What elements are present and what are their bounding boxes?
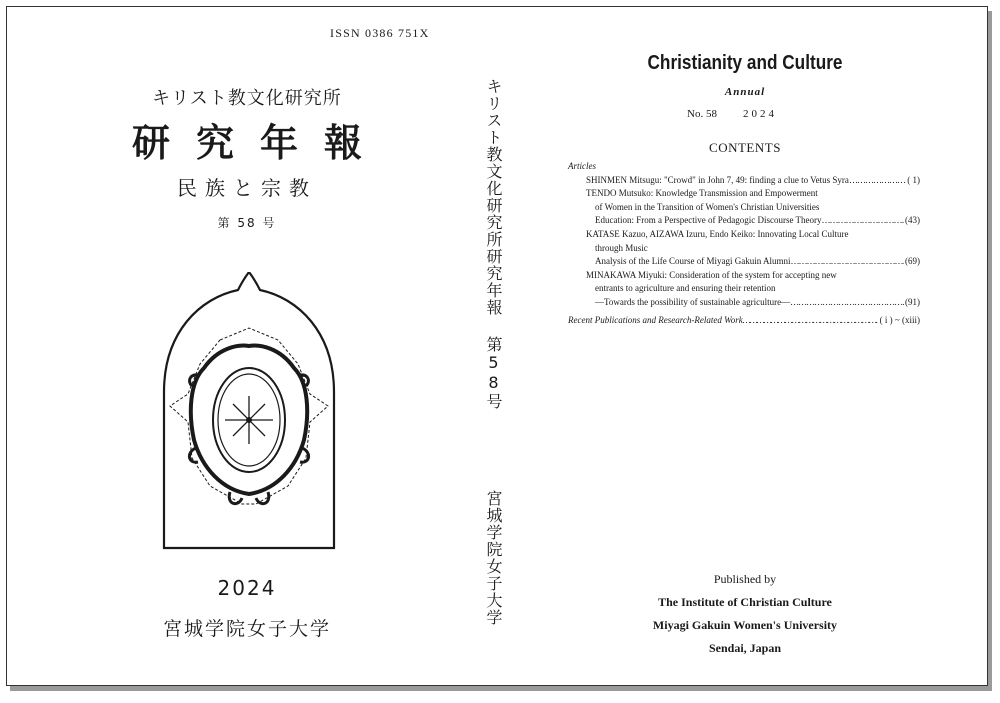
journal-title-en: Christianity and Culture bbox=[647, 52, 843, 74]
issue-number-jp: 第 58 号 bbox=[217, 216, 277, 230]
spine-title: キリスト教文化研究所研究年報 第58号 bbox=[484, 78, 503, 410]
issue-number-en bbox=[687, 108, 777, 120]
annual-label: Annual bbox=[724, 86, 766, 98]
journal-subtitle-jp: 民族と宗教 bbox=[177, 176, 317, 200]
published-by-label: Published by bbox=[713, 572, 777, 586]
table-of-contents: Articles SHINMEN Mitsugu: "Crowd" in John 7, 49: finding a clue to Vetus Syra …………………………………………………………………………………………………………………………… ( 1) TENDO Mutsuko: Knowledge Transmission and Empowerment of Women in the Transition of Women's Christian Universities Education: From a Perspective of Pedagogic Discourse Theory …………………………………………………………………………………………………………………………… (43) KATASE Kazuo, AIZAWA Izuru, Endo Keiko: Innovating Local Culture through Music Analysis of the Life Course of Miyagi Gakuin Alumni …………………………………………………………………………………………………………………………… (69) MINAKAWA Miyuki: Consideration of the system for accepting new entrants to agriculture and ensuring their retention ―Towards the possibility of sustainable agriculture― …………………………………………………………………………………………………………………………… (91) Recent Publications and Research-Related Work …………………………………………………………………………………………………………………………… ( i ) ~ (xiii) bbox=[568, 160, 920, 327]
journal-title-jp: 研究年報 bbox=[131, 121, 388, 165]
issue-year: 2024 bbox=[742, 108, 777, 120]
toc-entry-1 bbox=[568, 174, 920, 188]
toc-page-number: (69) bbox=[905, 256, 920, 267]
section-heading-articles: Articles bbox=[568, 161, 596, 171]
university-name-en: Miyagi Gakuin Women's University bbox=[652, 618, 838, 632]
toc-page-number: (43) bbox=[905, 215, 920, 226]
toc-entry-text: SHINMEN Mitsugu: "Crowd" in John 7, 49: finding a clue to Vetus Syra bbox=[586, 174, 849, 185]
toc-page-number: ( 1) bbox=[907, 174, 920, 185]
toc-recent-publications: Recent Publications and Research-Related Work …………………………………………………………………………………………………………………………… ( i ) ~ (xiii) bbox=[568, 314, 920, 328]
toc-entry-3: KATASE Kazuo, AIZAWA Izuru, Endo Keiko: Innovating Local Culture bbox=[586, 228, 849, 239]
publisher-jp: 宮城学院女子大学 bbox=[162, 618, 331, 640]
toc-page-number: (91) bbox=[905, 296, 920, 307]
toc-page-range: ( i ) ~ (xiii) bbox=[879, 314, 920, 325]
publication-year-front: 2024 bbox=[217, 576, 277, 600]
toc-entry-4: MINAKAWA Miyuki: Consideration of the system for accepting new bbox=[586, 269, 837, 280]
contents-heading: CONTENTS bbox=[709, 140, 781, 155]
institute-name-jp: キリスト教文化研究所 bbox=[152, 88, 342, 109]
issn-number: ISSN 0386 751X bbox=[330, 26, 430, 40]
location-en: Sendai, Japan bbox=[708, 641, 782, 655]
toc-entry-2: TENDO Mutsuko: Knowledge Transmission and Empowerment bbox=[586, 188, 818, 199]
ornament-emblem-icon bbox=[160, 272, 338, 552]
spine-publisher: 宮城学院女子大学 bbox=[484, 490, 503, 626]
issue-number: No. 58 bbox=[687, 108, 717, 120]
publisher-block-en bbox=[520, 572, 970, 664]
institute-name-en: The Institute of Christian Culture bbox=[658, 595, 832, 609]
